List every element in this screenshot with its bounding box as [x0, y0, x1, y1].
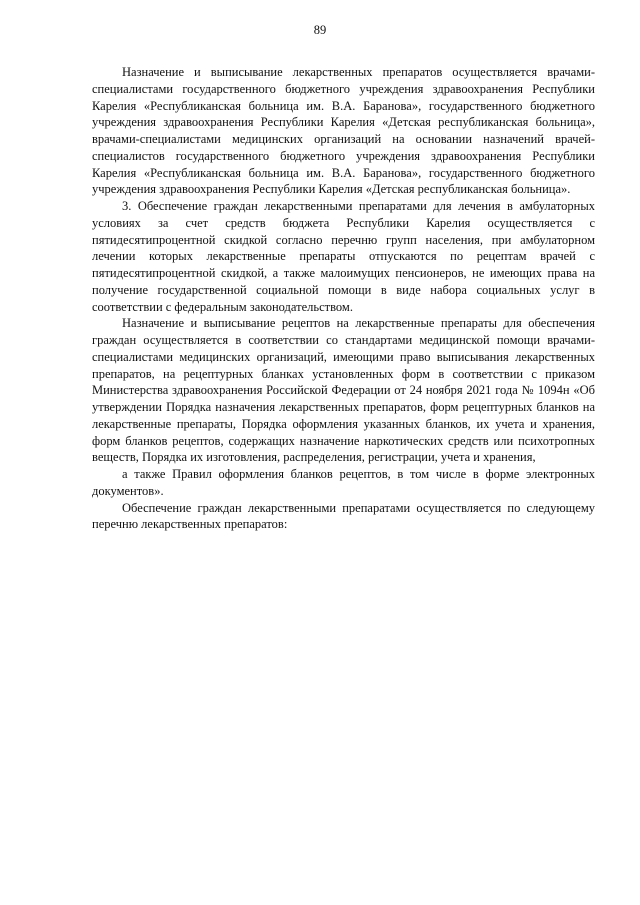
paragraph-prescription-rules: Назначение и выписывание рецептов на лекарственные препараты для обеспечения граждан осуществляется в соответствии со стандартами медицинской помощи врачами-специалистами медицинских организаций, имеющими право выписывания лекарственных препаратов, на рецептурных бланках установленных форм в соответствии с приказом Министерства здравоохранения Российской Федерации от 24 ноября 2021 года № 1094н «Об утверждении Порядка назначения лекарственных препаратов, форм рецептурных бланков на лекарственные препараты, Порядка оформления указанных бланков, их учета и хранения, форм бланков рецептов, содержащих назначение наркотических средств или психотропных веществ, Порядка их изготовления, распределения, регистрации, учета и хранения, — [92, 316, 595, 465]
page-number: 89 — [313, 23, 327, 37]
paragraph-drug-list-intro: Обеспечение граждан лекарственными препаратами осуществляется по следующему перечню лекарственных препаратов: — [92, 500, 595, 532]
paragraph-prescribing-specialists: Назначение и выписывание лекарственных препаратов осуществляется врачами-специалистами государственного бюджетного учреждения здравоохранения Республики Карелия «Республиканская больница им. В.А. Баранова», государственного бюджетного учреждения здравоохранения Республики Карелия «Детская республиканская больница», врачами-специалистами медицинских организаций на основании назначений врачей-специалистов государственного бюджетного учреждения здравоохранения Республики Карелия «Республиканская больница им. В.А. Баранова», государственного бюджетного учреждения здравоохранения Республики Карелия «Детская республиканская больница». — [92, 65, 595, 197]
paragraph-electronic-documents: а также Правил оформления бланков рецептов, в том числе в форме электронных документов». — [92, 467, 595, 498]
document-body — [92, 64, 595, 533]
paragraph-item-3-discount: 3. Обеспечение граждан лекарственными препаратами для лечения в амбулаторных условиях за счет средств бюджета Республики Карелия осуществляется с пятидесятипроцентной скидкой согласно перечню групп населения, при амбулаторном лечении которых лекарственные препараты отпускаются по рецептам врачей с пятидесятипроцентной скидкой, а также малоимущих пенсионеров, не имеющих права на получение государственной социальной помощи в виде набора социальных услуг в соответствии с федеральным законодательством. — [92, 199, 595, 314]
